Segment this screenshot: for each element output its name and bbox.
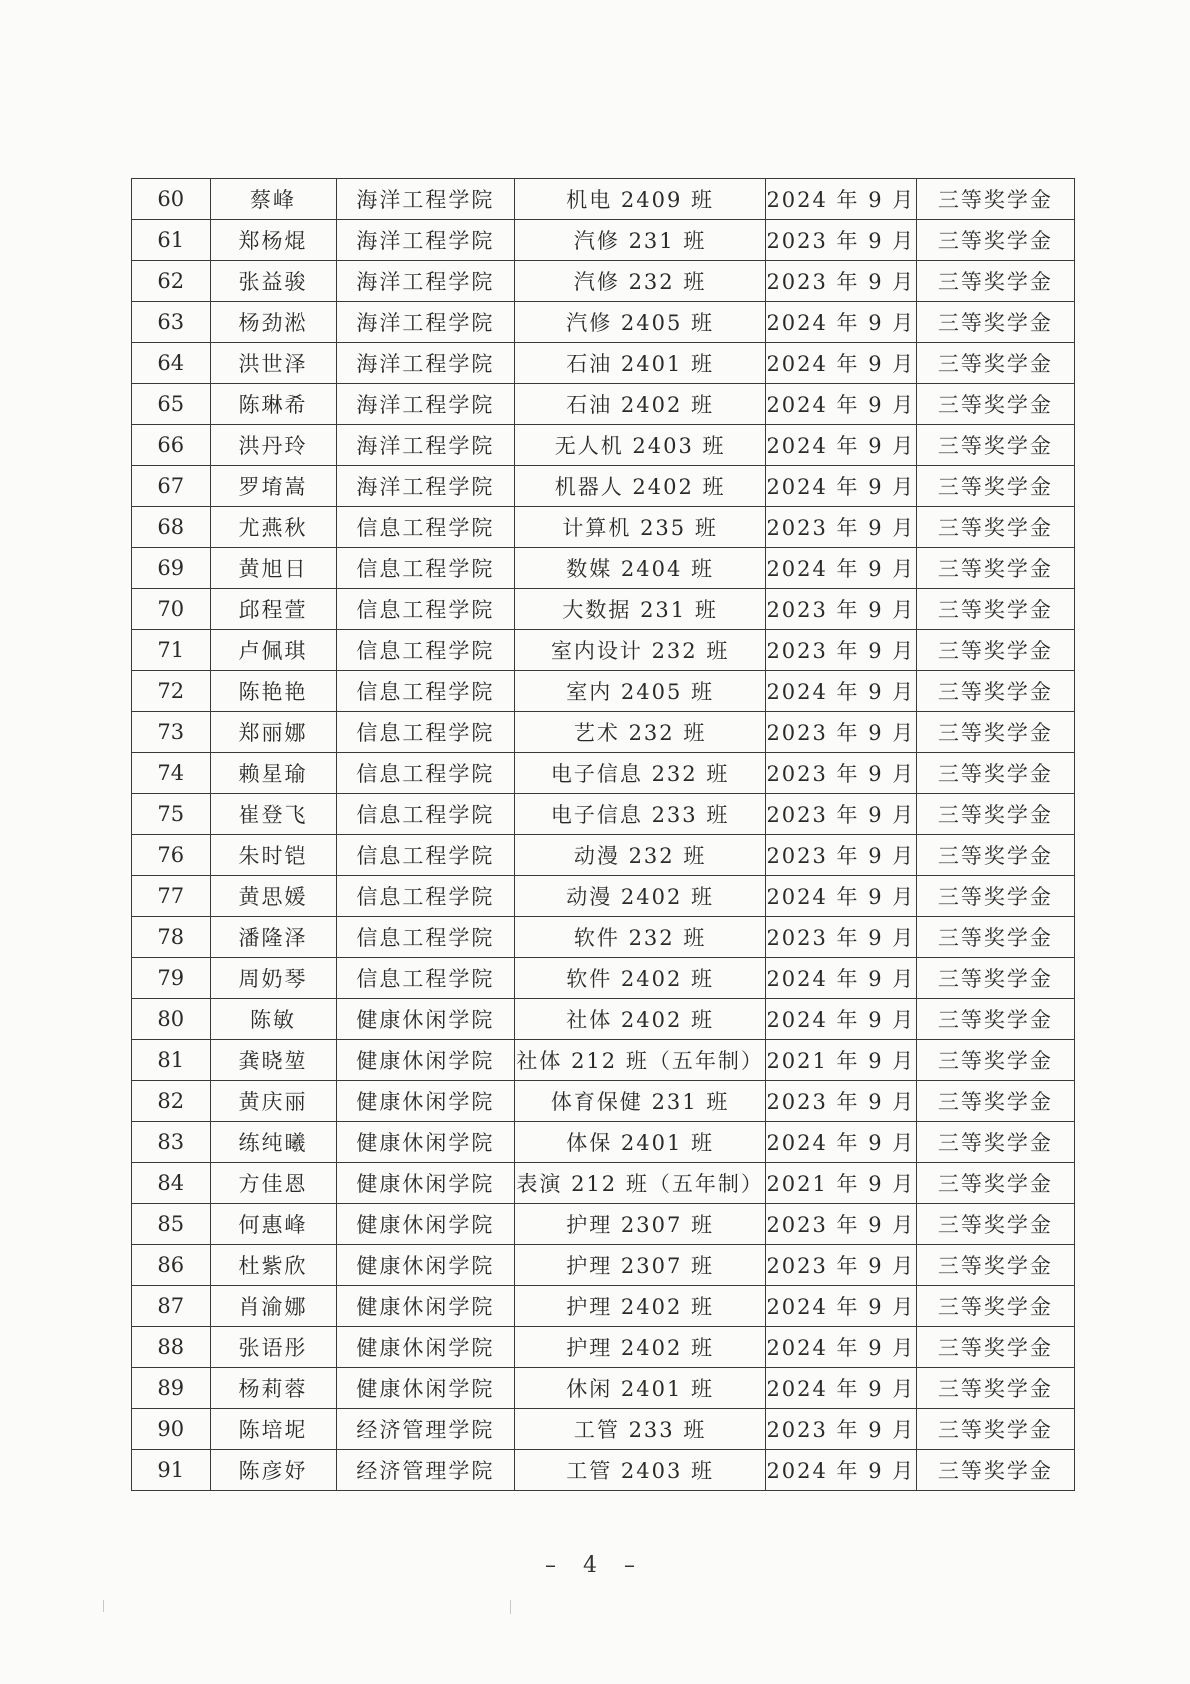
student-name-cell: 朱时铠 [210,835,336,876]
index-cell: 69 [132,548,211,589]
award-cell: 三等奖学金 [916,876,1074,917]
award-cell: 三等奖学金 [916,1040,1074,1081]
college-cell: 健康休闲学院 [336,1122,515,1163]
enrollment-date-cell: 2023 年 9 月 [766,794,917,835]
enrollment-date-cell: 2024 年 9 月 [766,1450,917,1491]
student-name-cell: 陈敏 [210,999,336,1040]
award-cell: 三等奖学金 [916,753,1074,794]
enrollment-date-cell: 2023 年 9 月 [766,630,917,671]
class-cell: 大数据 231 班 [515,589,766,630]
class-cell: 社体 212 班（五年制） [515,1040,766,1081]
index-cell: 63 [132,302,211,343]
table-row [132,630,1075,671]
class-cell: 工管 2403 班 [515,1450,766,1491]
enrollment-date-cell: 2024 年 9 月 [766,179,917,220]
award-cell: 三等奖学金 [916,466,1074,507]
index-cell: 62 [132,261,211,302]
enrollment-date-cell: 2024 年 9 月 [766,876,917,917]
class-cell: 护理 2402 班 [515,1286,766,1327]
student-name-cell: 邱程萱 [210,589,336,630]
enrollment-date-cell: 2024 年 9 月 [766,1327,917,1368]
college-cell: 经济管理学院 [336,1450,515,1491]
index-cell: 85 [132,1204,211,1245]
college-cell: 信息工程学院 [336,630,515,671]
college-cell: 健康休闲学院 [336,999,515,1040]
college-cell: 健康休闲学院 [336,1327,515,1368]
college-cell: 健康休闲学院 [336,1040,515,1081]
table-row [132,1368,1075,1409]
table-row [132,1040,1075,1081]
award-cell: 三等奖学金 [916,1081,1074,1122]
award-cell: 三等奖学金 [916,1163,1074,1204]
college-cell: 海洋工程学院 [336,425,515,466]
table-row [132,1327,1075,1368]
index-cell: 83 [132,1122,211,1163]
college-cell: 健康休闲学院 [336,1245,515,1286]
enrollment-date-cell: 2024 年 9 月 [766,425,917,466]
student-name-cell: 赖星瑜 [210,753,336,794]
table-row [132,1204,1075,1245]
award-cell: 三等奖学金 [916,589,1074,630]
award-cell: 三等奖学金 [916,671,1074,712]
index-cell: 77 [132,876,211,917]
class-cell: 室内设计 232 班 [515,630,766,671]
college-cell: 信息工程学院 [336,712,515,753]
class-cell: 电子信息 232 班 [515,753,766,794]
college-cell: 海洋工程学院 [336,302,515,343]
table-row [132,1450,1075,1491]
student-name-cell: 洪世泽 [210,343,336,384]
table-row [132,753,1075,794]
table-row [132,261,1075,302]
table-row [132,835,1075,876]
index-cell: 78 [132,917,211,958]
table-row [132,1122,1075,1163]
scan-artifact [510,1600,511,1614]
college-cell: 信息工程学院 [336,917,515,958]
table-row [132,1081,1075,1122]
index-cell: 72 [132,671,211,712]
index-cell: 88 [132,1327,211,1368]
college-cell: 海洋工程学院 [336,343,515,384]
class-cell: 护理 2307 班 [515,1245,766,1286]
enrollment-date-cell: 2023 年 9 月 [766,1081,917,1122]
index-cell: 90 [132,1409,211,1450]
index-cell: 66 [132,425,211,466]
student-name-cell: 郑杨焜 [210,220,336,261]
student-name-cell: 陈艳艳 [210,671,336,712]
table-row [132,1286,1075,1327]
index-cell: 65 [132,384,211,425]
table-row [132,302,1075,343]
class-cell: 计算机 235 班 [515,507,766,548]
award-cell: 三等奖学金 [916,999,1074,1040]
class-cell: 石油 2401 班 [515,343,766,384]
award-cell: 三等奖学金 [916,302,1074,343]
class-cell: 石油 2402 班 [515,384,766,425]
student-name-cell: 杜紫欣 [210,1245,336,1286]
enrollment-date-cell: 2024 年 9 月 [766,343,917,384]
student-name-cell: 陈培坭 [210,1409,336,1450]
college-cell: 信息工程学院 [336,958,515,999]
class-cell: 汽修 2405 班 [515,302,766,343]
enrollment-date-cell: 2023 年 9 月 [766,220,917,261]
student-name-cell: 方佳恩 [210,1163,336,1204]
student-name-cell: 蔡峰 [210,179,336,220]
index-cell: 71 [132,630,211,671]
enrollment-date-cell: 2023 年 9 月 [766,261,917,302]
student-name-cell: 尤燕秋 [210,507,336,548]
index-cell: 73 [132,712,211,753]
enrollment-date-cell: 2024 年 9 月 [766,466,917,507]
index-cell: 87 [132,1286,211,1327]
index-cell: 70 [132,589,211,630]
award-cell: 三等奖学金 [916,261,1074,302]
index-cell: 61 [132,220,211,261]
index-cell: 82 [132,1081,211,1122]
award-cell: 三等奖学金 [916,343,1074,384]
student-name-cell: 黄思媛 [210,876,336,917]
table-row [132,589,1075,630]
student-name-cell: 崔登飞 [210,794,336,835]
enrollment-date-cell: 2024 年 9 月 [766,1368,917,1409]
page-number: – 4 – [545,1553,645,1578]
scholarship-table [131,178,1075,1491]
college-cell: 信息工程学院 [336,835,515,876]
college-cell: 海洋工程学院 [336,220,515,261]
award-cell: 三等奖学金 [916,835,1074,876]
student-name-cell: 何惠峰 [210,1204,336,1245]
class-cell: 室内 2405 班 [515,671,766,712]
class-cell: 汽修 231 班 [515,220,766,261]
table-row [132,958,1075,999]
college-cell: 健康休闲学院 [336,1204,515,1245]
table-row [132,220,1075,261]
class-cell: 无人机 2403 班 [515,425,766,466]
award-cell: 三等奖学金 [916,179,1074,220]
student-name-cell: 黄旭日 [210,548,336,589]
table-row [132,425,1075,466]
index-cell: 76 [132,835,211,876]
enrollment-date-cell: 2021 年 9 月 [766,1163,917,1204]
enrollment-date-cell: 2023 年 9 月 [766,589,917,630]
enrollment-date-cell: 2023 年 9 月 [766,1409,917,1450]
college-cell: 信息工程学院 [336,589,515,630]
college-cell: 健康休闲学院 [336,1286,515,1327]
award-cell: 三等奖学金 [916,958,1074,999]
table-row [132,343,1075,384]
enrollment-date-cell: 2024 年 9 月 [766,302,917,343]
enrollment-date-cell: 2024 年 9 月 [766,999,917,1040]
student-name-cell: 张益骏 [210,261,336,302]
class-cell: 动漫 232 班 [515,835,766,876]
enrollment-date-cell: 2024 年 9 月 [766,1122,917,1163]
index-cell: 74 [132,753,211,794]
index-cell: 91 [132,1450,211,1491]
college-cell: 经济管理学院 [336,1409,515,1450]
student-name-cell: 罗堉嵩 [210,466,336,507]
class-cell: 体育保健 231 班 [515,1081,766,1122]
college-cell: 健康休闲学院 [336,1081,515,1122]
class-cell: 汽修 232 班 [515,261,766,302]
class-cell: 软件 2402 班 [515,958,766,999]
enrollment-date-cell: 2023 年 9 月 [766,1204,917,1245]
index-cell: 89 [132,1368,211,1409]
enrollment-date-cell: 2023 年 9 月 [766,1245,917,1286]
index-cell: 60 [132,179,211,220]
college-cell: 健康休闲学院 [336,1163,515,1204]
class-cell: 表演 212 班（五年制） [515,1163,766,1204]
college-cell: 海洋工程学院 [336,179,515,220]
table-row [132,712,1075,753]
class-cell: 软件 232 班 [515,917,766,958]
table-row [132,179,1075,220]
award-cell: 三等奖学金 [916,548,1074,589]
student-name-cell: 洪丹玲 [210,425,336,466]
scan-artifact [103,1600,104,1612]
table-row [132,1409,1075,1450]
college-cell: 信息工程学院 [336,794,515,835]
enrollment-date-cell: 2024 年 9 月 [766,384,917,425]
student-name-cell: 龚晓堃 [210,1040,336,1081]
index-cell: 67 [132,466,211,507]
table-row [132,507,1075,548]
award-cell: 三等奖学金 [916,794,1074,835]
index-cell: 79 [132,958,211,999]
student-name-cell: 肖渝娜 [210,1286,336,1327]
enrollment-date-cell: 2023 年 9 月 [766,712,917,753]
award-cell: 三等奖学金 [916,1204,1074,1245]
enrollment-date-cell: 2023 年 9 月 [766,917,917,958]
table-row [132,671,1075,712]
enrollment-date-cell: 2024 年 9 月 [766,958,917,999]
index-cell: 64 [132,343,211,384]
table-row [132,794,1075,835]
award-cell: 三等奖学金 [916,1286,1074,1327]
award-cell: 三等奖学金 [916,712,1074,753]
enrollment-date-cell: 2023 年 9 月 [766,753,917,794]
student-name-cell: 杨莉蓉 [210,1368,336,1409]
award-cell: 三等奖学金 [916,384,1074,425]
student-name-cell: 黄庆丽 [210,1081,336,1122]
table-row [132,876,1075,917]
table-row [132,548,1075,589]
class-cell: 体保 2401 班 [515,1122,766,1163]
student-name-cell: 陈琳希 [210,384,336,425]
table-row [132,999,1075,1040]
award-cell: 三等奖学金 [916,507,1074,548]
enrollment-date-cell: 2024 年 9 月 [766,1286,917,1327]
college-cell: 信息工程学院 [336,671,515,712]
award-cell: 三等奖学金 [916,1122,1074,1163]
class-cell: 动漫 2402 班 [515,876,766,917]
class-cell: 机器人 2402 班 [515,466,766,507]
class-cell: 电子信息 233 班 [515,794,766,835]
student-name-cell: 潘隆泽 [210,917,336,958]
student-name-cell: 郑丽娜 [210,712,336,753]
class-cell: 社体 2402 班 [515,999,766,1040]
award-cell: 三等奖学金 [916,630,1074,671]
index-cell: 84 [132,1163,211,1204]
class-cell: 护理 2307 班 [515,1204,766,1245]
table-row [132,1163,1075,1204]
award-cell: 三等奖学金 [916,917,1074,958]
student-name-cell: 卢佩琪 [210,630,336,671]
award-cell: 三等奖学金 [916,1368,1074,1409]
enrollment-date-cell: 2024 年 9 月 [766,671,917,712]
table-row [132,384,1075,425]
index-cell: 80 [132,999,211,1040]
class-cell: 休闲 2401 班 [515,1368,766,1409]
table-body [132,179,1075,1491]
table-row [132,466,1075,507]
student-name-cell: 练纯曦 [210,1122,336,1163]
award-cell: 三等奖学金 [916,425,1074,466]
student-name-cell: 杨劲淞 [210,302,336,343]
index-cell: 86 [132,1245,211,1286]
college-cell: 信息工程学院 [336,548,515,589]
table-row [132,1245,1075,1286]
index-cell: 81 [132,1040,211,1081]
college-cell: 海洋工程学院 [336,466,515,507]
college-cell: 信息工程学院 [336,876,515,917]
award-cell: 三等奖学金 [916,1327,1074,1368]
award-cell: 三等奖学金 [916,1409,1074,1450]
award-cell: 三等奖学金 [916,220,1074,261]
college-cell: 信息工程学院 [336,753,515,794]
award-cell: 三等奖学金 [916,1450,1074,1491]
student-name-cell: 周奶琴 [210,958,336,999]
index-cell: 75 [132,794,211,835]
student-name-cell: 陈彦妤 [210,1450,336,1491]
enrollment-date-cell: 2021 年 9 月 [766,1040,917,1081]
enrollment-date-cell: 2023 年 9 月 [766,835,917,876]
enrollment-date-cell: 2023 年 9 月 [766,507,917,548]
class-cell: 工管 233 班 [515,1409,766,1450]
class-cell: 数媒 2404 班 [515,548,766,589]
table-row [132,917,1075,958]
index-cell: 68 [132,507,211,548]
class-cell: 艺术 232 班 [515,712,766,753]
college-cell: 海洋工程学院 [336,261,515,302]
class-cell: 机电 2409 班 [515,179,766,220]
enrollment-date-cell: 2024 年 9 月 [766,548,917,589]
college-cell: 海洋工程学院 [336,384,515,425]
class-cell: 护理 2402 班 [515,1327,766,1368]
award-cell: 三等奖学金 [916,1245,1074,1286]
college-cell: 健康休闲学院 [336,1368,515,1409]
college-cell: 信息工程学院 [336,507,515,548]
student-name-cell: 张语彤 [210,1327,336,1368]
